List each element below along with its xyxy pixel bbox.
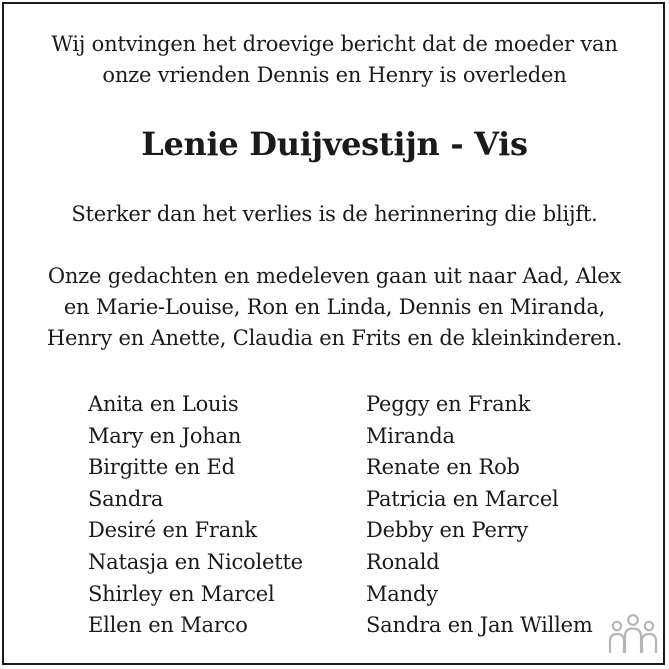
signatory-name: Peggy en Frank	[366, 392, 531, 416]
people-group-icon	[607, 612, 659, 656]
signatory-name: Birgitte en Ed	[88, 455, 235, 480]
signatories-left-column	[88, 389, 303, 642]
signatory-name: Shirley en Marcel	[88, 581, 275, 606]
condolence-line: Henry en Anette, Claudia en Frits en de kleinkinderen.	[46, 326, 623, 350]
signatory-name: Ellen en Marco	[88, 613, 248, 638]
deceased-name: Lenie Duijvestijn - Vis	[141, 125, 528, 163]
signatory-name: Miranda	[366, 423, 455, 448]
condolence-line: en Marie-Louise, Ron en Linda, Dennis en Miranda,	[63, 295, 606, 319]
signatory-name: Mandy	[366, 581, 438, 606]
signatory-name: Desiré en Frank	[88, 518, 257, 543]
signatories-right-column	[366, 389, 593, 642]
signatory-name: Patricia en Marcel	[366, 486, 559, 511]
intro-line: Wij ontvingen het droevige bericht dat de moeder van	[51, 32, 618, 56]
signatory-name: Debby en Perry	[366, 518, 529, 543]
signatory-name: Renate en Rob	[366, 455, 520, 480]
intro-text	[0, 29, 669, 91]
signatory-name: Anita en Louis	[88, 392, 239, 416]
signatory-name: Mary en Johan	[88, 423, 242, 448]
condolence-text	[0, 261, 669, 354]
signatory-name: Sandra en Jan Willem	[366, 613, 593, 638]
signatory-name: Sandra	[88, 486, 164, 511]
condolence-line: Onze gedachten en medeleven gaan uit naar Aad, Alex	[47, 264, 622, 288]
signatory-name: Ronald	[366, 549, 440, 574]
intro-line: onze vrienden Dennis en Henry is overleden	[102, 63, 567, 87]
signatory-name: Natasja en Nicolette	[88, 549, 303, 574]
memorial-quote: Sterker dan het verlies is de herinnering die blijft.	[71, 202, 598, 226]
